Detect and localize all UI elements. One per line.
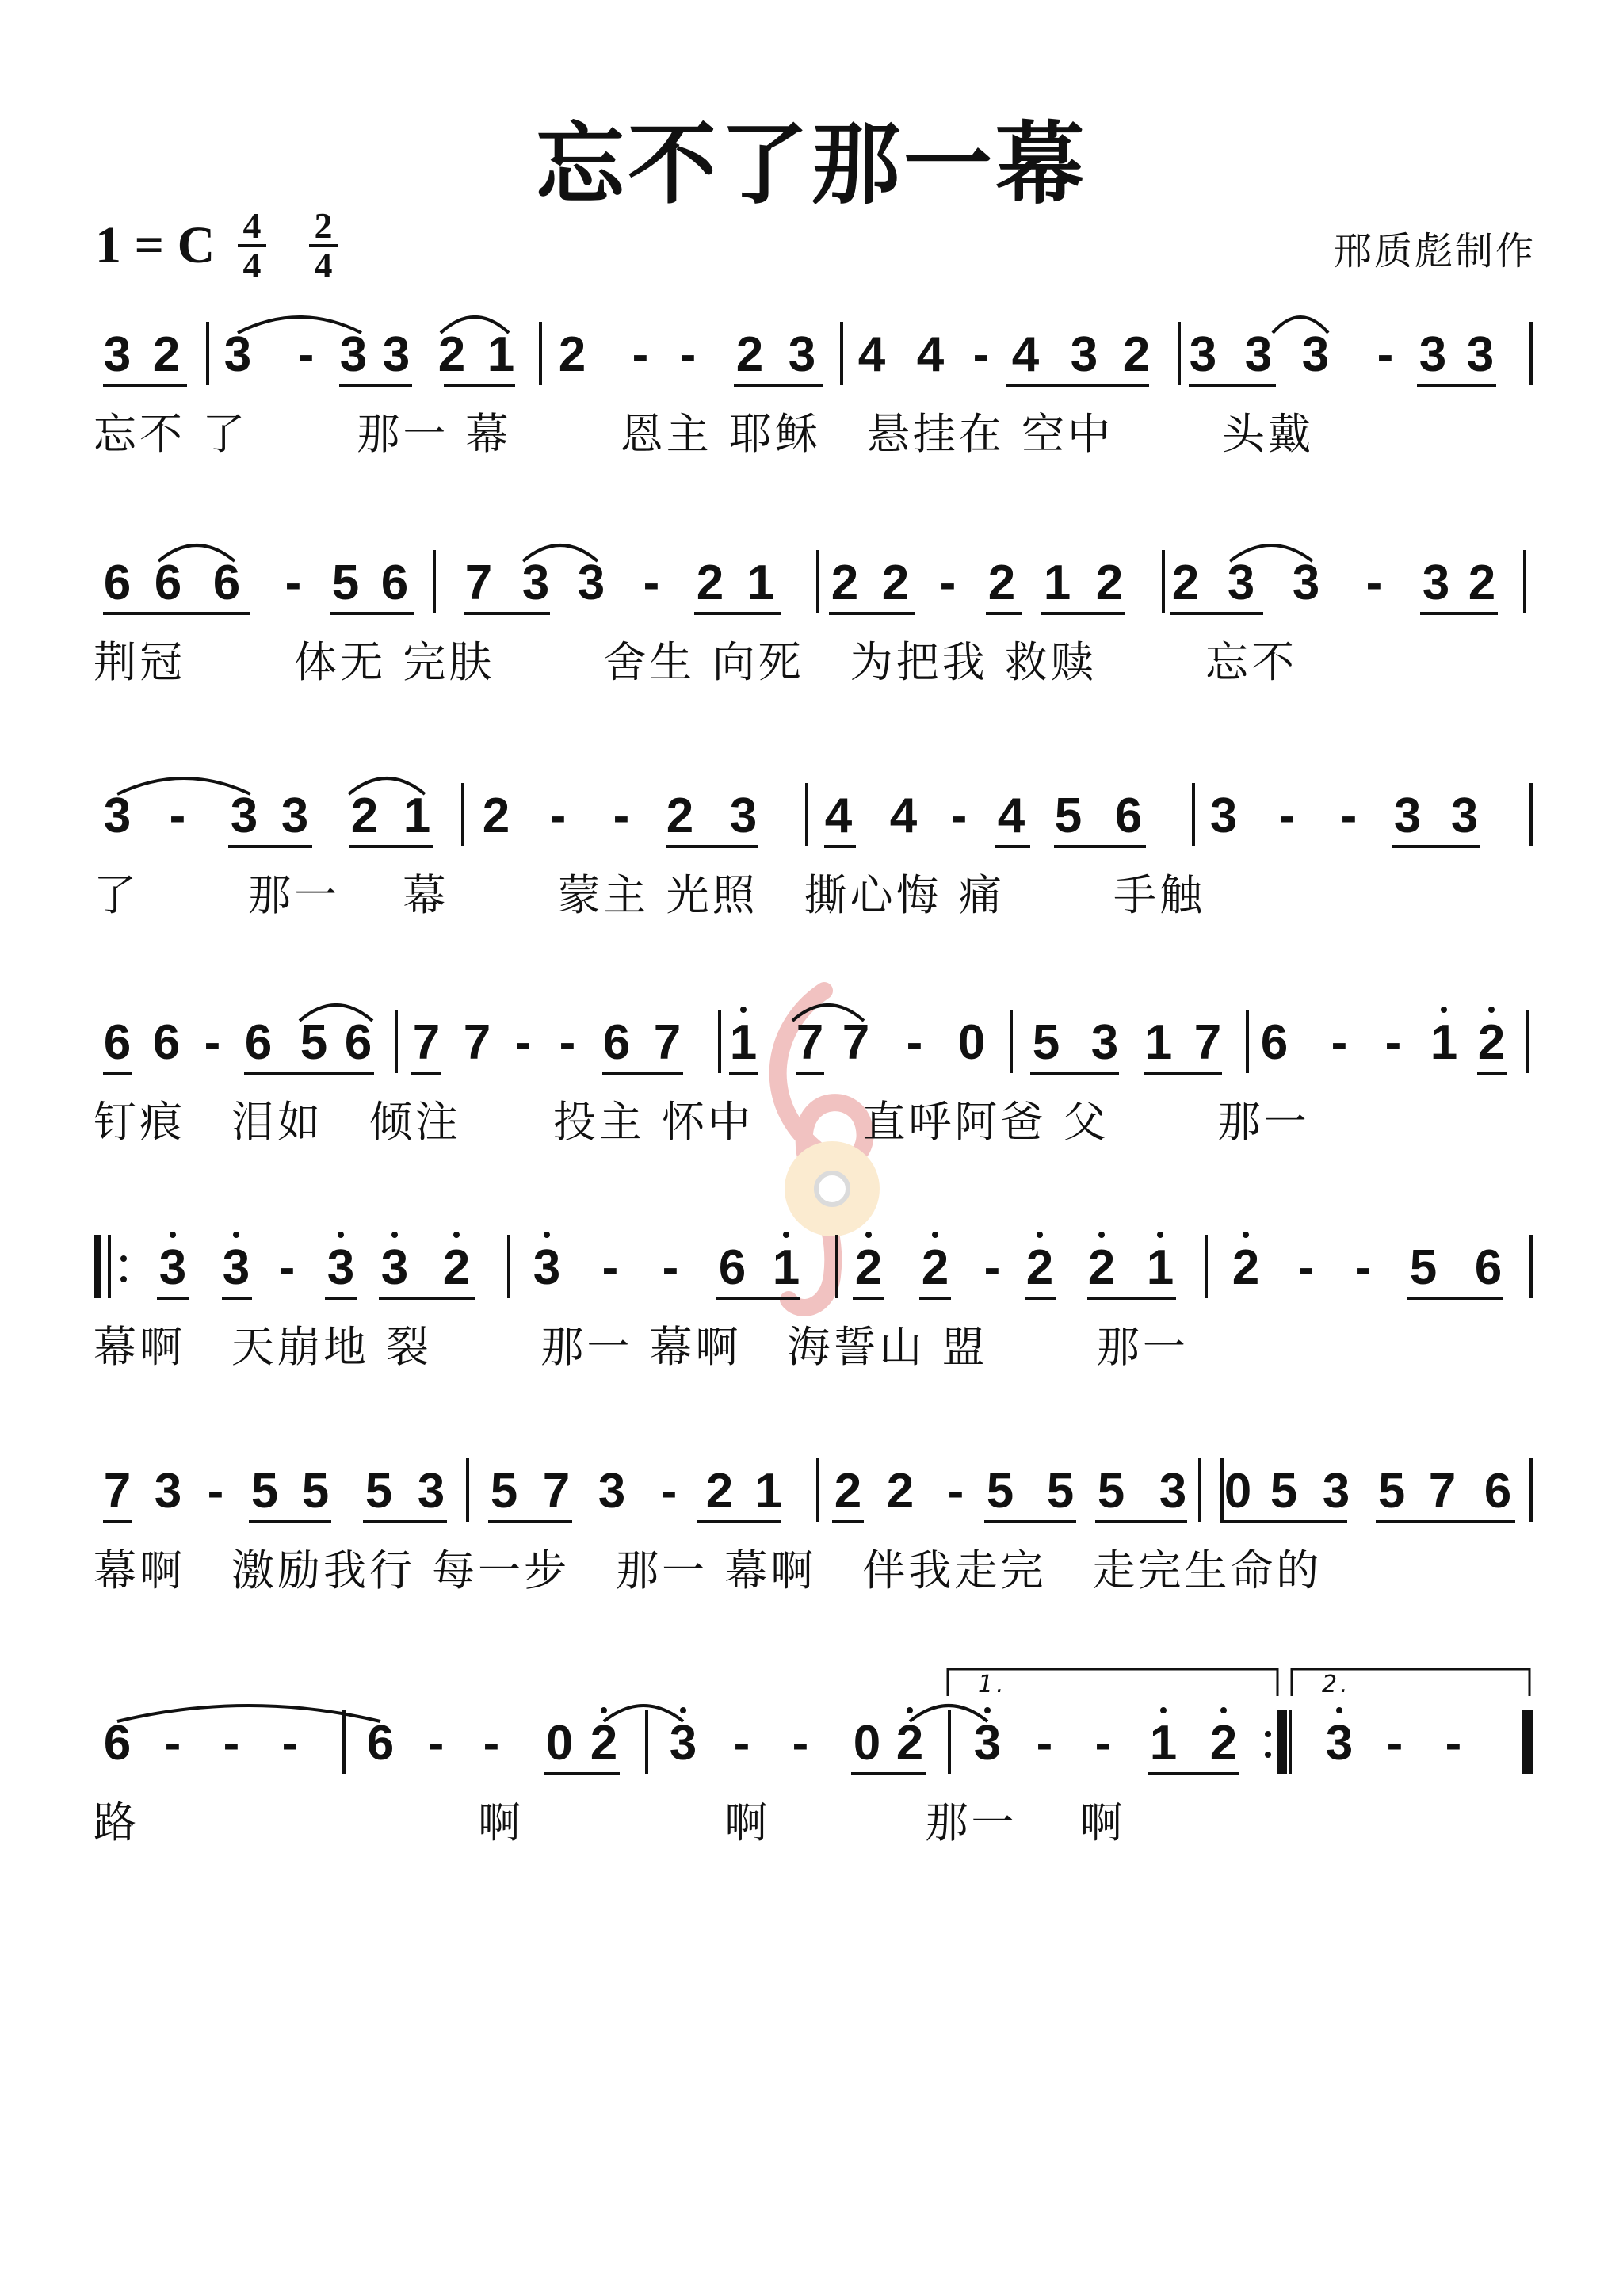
beam-underline bbox=[853, 1297, 884, 1300]
note: 3 bbox=[1422, 556, 1450, 610]
sustain-dash: - bbox=[427, 1716, 445, 1771]
beam-underline bbox=[1148, 1772, 1239, 1775]
note: 4 bbox=[889, 789, 918, 843]
note: 2 bbox=[831, 556, 859, 610]
note: 7 bbox=[412, 1015, 441, 1070]
tie-arc bbox=[238, 317, 361, 333]
arranger-credit: 邢质彪制作 bbox=[1333, 229, 1536, 273]
note: 3 bbox=[103, 327, 132, 382]
sustain-dash: - bbox=[1278, 789, 1296, 843]
beam-underline bbox=[1477, 1072, 1507, 1075]
beam-underline bbox=[1087, 1297, 1176, 1300]
beam-underline bbox=[1392, 845, 1480, 848]
sustain-dash: - bbox=[1365, 556, 1383, 610]
note: 3 bbox=[222, 1240, 250, 1295]
note: 0 bbox=[957, 1015, 986, 1070]
staff-row-7 bbox=[0, 1671, 1623, 1902]
time-signature-2-4 bbox=[306, 205, 341, 285]
staff-row-4 bbox=[0, 1011, 1623, 1201]
note: 6 bbox=[244, 1015, 273, 1070]
tie-arc bbox=[158, 545, 235, 561]
note: 6 bbox=[103, 1716, 132, 1771]
beam-underline bbox=[464, 612, 550, 615]
beam-underline bbox=[832, 1520, 864, 1523]
staff-row-5 bbox=[0, 1236, 1623, 1427]
repeat-dot bbox=[120, 1255, 127, 1262]
lyrics-line: 了 那一 幕 蒙主 光照 撕心悔 痛 手触 bbox=[94, 870, 1205, 920]
sustain-dash: - bbox=[632, 327, 649, 382]
note: 2 bbox=[442, 1240, 471, 1295]
note: 3 bbox=[598, 1464, 626, 1519]
note: 3 bbox=[1209, 789, 1238, 843]
note: 1 bbox=[754, 1464, 783, 1519]
beam-underline bbox=[103, 1072, 132, 1075]
note: 2 bbox=[854, 1240, 883, 1295]
sustain-dash: - bbox=[1340, 789, 1358, 843]
note: 3 bbox=[1070, 327, 1098, 382]
note: 0 bbox=[1224, 1464, 1252, 1519]
note: 2 bbox=[1095, 556, 1124, 610]
beam-underline bbox=[103, 384, 187, 387]
octave-up-dot bbox=[865, 1232, 872, 1238]
sustain-dash: - bbox=[559, 1015, 576, 1070]
octave-up-dot bbox=[338, 1232, 344, 1238]
note: 2 bbox=[152, 327, 181, 382]
octave-up-dot bbox=[1037, 1232, 1043, 1238]
sustain-dash: - bbox=[1377, 327, 1394, 382]
lyrics-line: 幕啊 激励我行 每一步 那一 幕啊 伴我走完 走完生命的 bbox=[94, 1545, 1323, 1595]
sustain-dash: - bbox=[792, 1716, 809, 1771]
note: 2 bbox=[896, 1716, 924, 1771]
note: 1 bbox=[1144, 1015, 1173, 1070]
note: 6 bbox=[602, 1015, 631, 1070]
sustain-dash: - bbox=[169, 789, 186, 843]
note: 6 bbox=[1260, 1015, 1289, 1070]
beam-underline bbox=[488, 1520, 572, 1523]
octave-up-dot bbox=[783, 1232, 789, 1238]
staff-row-3 bbox=[0, 785, 1623, 975]
octave-up-dot bbox=[391, 1232, 398, 1238]
note: 3 bbox=[1466, 327, 1495, 382]
note: 5 bbox=[301, 1464, 330, 1519]
beam-underline bbox=[1030, 1072, 1119, 1075]
note: 3 bbox=[788, 327, 816, 382]
note: 6 bbox=[152, 1015, 181, 1070]
note: 5 bbox=[1377, 1464, 1406, 1519]
sustain-dash: - bbox=[733, 1716, 750, 1771]
note: 0 bbox=[853, 1716, 881, 1771]
note: 1 bbox=[1430, 1015, 1458, 1070]
beam-underline bbox=[796, 1072, 824, 1075]
note: 2 bbox=[666, 789, 694, 843]
note: 4 bbox=[1011, 327, 1040, 382]
note: 5 bbox=[331, 556, 360, 610]
note: 3 bbox=[1090, 1015, 1119, 1070]
beam-underline bbox=[919, 1297, 951, 1300]
beam-underline bbox=[984, 1520, 1076, 1523]
sustain-dash: - bbox=[1094, 1716, 1112, 1771]
octave-up-dot bbox=[932, 1232, 938, 1238]
key-signature: 1 = C bbox=[95, 216, 216, 274]
sustain-dash: - bbox=[947, 1464, 964, 1519]
beam-underline bbox=[103, 1520, 132, 1523]
lyrics-line: 幕啊 天崩地 裂 那一 幕啊 海誓山 盟 那一 bbox=[94, 1322, 1189, 1372]
note: 3 bbox=[230, 789, 258, 843]
lyrics-line: 忘不 了 那一 幕 恩主 耶稣 悬挂在 空中 头戴 bbox=[94, 409, 1315, 459]
staff-row-1 bbox=[0, 323, 1623, 514]
note: 3 bbox=[281, 789, 309, 843]
note: 2 bbox=[1025, 1240, 1054, 1295]
repeat-dot bbox=[120, 1276, 127, 1282]
note: 2 bbox=[1209, 1716, 1238, 1771]
note: 7 bbox=[542, 1464, 571, 1519]
note: 7 bbox=[653, 1015, 682, 1070]
note: 5 bbox=[300, 1015, 328, 1070]
beam-underline bbox=[330, 612, 414, 615]
beam-underline bbox=[1041, 612, 1125, 615]
beam-underline bbox=[851, 1772, 926, 1775]
note: 2 bbox=[886, 1464, 915, 1519]
note: 3 bbox=[1244, 327, 1273, 382]
repeat-start-thick-bar bbox=[94, 1235, 101, 1298]
sustain-dash: - bbox=[679, 327, 697, 382]
beam-underline bbox=[379, 1297, 475, 1300]
sustain-dash: - bbox=[1445, 1716, 1462, 1771]
beam-underline bbox=[602, 1072, 683, 1075]
note: 6 bbox=[366, 1716, 395, 1771]
note: 3 bbox=[1322, 1464, 1350, 1519]
sustain-dash: - bbox=[1384, 1015, 1402, 1070]
note: 3 bbox=[1325, 1716, 1354, 1771]
note: 1 bbox=[1149, 1716, 1178, 1771]
beam-underline bbox=[157, 1297, 189, 1300]
note: 1 bbox=[747, 556, 775, 610]
note: 2 bbox=[482, 789, 510, 843]
note: 4 bbox=[824, 789, 853, 843]
beam-underline bbox=[729, 1072, 758, 1075]
note: 2 bbox=[350, 789, 379, 843]
note: 5 bbox=[365, 1464, 393, 1519]
tie-arc bbox=[300, 1005, 372, 1021]
barline bbox=[1220, 1458, 1224, 1522]
note: 1 bbox=[1043, 556, 1071, 610]
sustain-dash: - bbox=[972, 327, 990, 382]
note: 2 bbox=[590, 1716, 618, 1771]
sustain-dash: - bbox=[1386, 1716, 1403, 1771]
barline bbox=[1529, 1235, 1533, 1298]
time-signature-bottom: 4 bbox=[314, 245, 333, 285]
note: 7 bbox=[1428, 1464, 1457, 1519]
sustain-dash: - bbox=[285, 556, 302, 610]
sustain-dash: - bbox=[549, 789, 567, 843]
note: 2 bbox=[1477, 1015, 1506, 1070]
tie-arc bbox=[117, 778, 250, 794]
note: 6 bbox=[1484, 1464, 1512, 1519]
repeat-dot bbox=[1265, 1752, 1271, 1758]
note: 3 bbox=[154, 1464, 182, 1519]
note: 3 bbox=[1189, 327, 1217, 382]
note: 6 bbox=[212, 556, 241, 610]
note: 2 bbox=[1087, 1240, 1116, 1295]
note: 7 bbox=[1193, 1015, 1222, 1070]
note: 1 bbox=[772, 1240, 800, 1295]
note: 5 bbox=[1270, 1464, 1298, 1519]
barline bbox=[466, 1458, 469, 1522]
beam-underline bbox=[824, 845, 856, 848]
barline bbox=[816, 1458, 819, 1522]
lyrics-line: 钉痕 泪如 倾注 投主 怀中 直呼阿爸 父 那一 bbox=[94, 1097, 1310, 1147]
octave-up-dot bbox=[1157, 1232, 1163, 1238]
beam-underline bbox=[734, 384, 823, 387]
note: 5 bbox=[1032, 1015, 1060, 1070]
note: 2 bbox=[705, 1464, 734, 1519]
beam-underline bbox=[249, 1520, 331, 1523]
note: 2 bbox=[1122, 327, 1151, 382]
sustain-dash: - bbox=[164, 1716, 181, 1771]
barline bbox=[507, 1235, 510, 1298]
note: 5 bbox=[1054, 789, 1083, 843]
note: 6 bbox=[1474, 1240, 1503, 1295]
note: 4 bbox=[857, 327, 886, 382]
barline bbox=[1205, 1235, 1208, 1298]
note: 3 bbox=[382, 327, 411, 382]
note: 3 bbox=[669, 1716, 697, 1771]
note: 5 bbox=[986, 1464, 1014, 1519]
note: 3 bbox=[103, 789, 132, 843]
lyrics-line: 荆冠 体无 完肤 舍生 向死 为把我 救赎 忘不 bbox=[94, 637, 1297, 687]
note: 3 bbox=[577, 556, 605, 610]
time-signature-4-4 bbox=[235, 205, 269, 285]
beam-underline bbox=[1220, 1520, 1347, 1523]
note: 3 bbox=[973, 1716, 1002, 1771]
staff-row-6 bbox=[0, 1460, 1623, 1650]
octave-up-dot bbox=[1243, 1232, 1249, 1238]
beam-underline bbox=[1407, 1297, 1503, 1300]
note: 6 bbox=[380, 556, 409, 610]
beam-underline bbox=[444, 384, 515, 387]
beam-underline bbox=[103, 612, 250, 615]
note: 6 bbox=[103, 556, 132, 610]
sustain-dash: - bbox=[906, 1015, 923, 1070]
beam-underline bbox=[986, 612, 1022, 615]
note: 3 bbox=[1159, 1464, 1187, 1519]
beam-underline bbox=[1170, 612, 1263, 615]
sustain-dash: - bbox=[1036, 1716, 1053, 1771]
octave-up-dot bbox=[544, 1232, 550, 1238]
note: 2 bbox=[437, 327, 466, 382]
note: 3 bbox=[1227, 556, 1255, 610]
volta-label-1: 1. bbox=[978, 1671, 1007, 1698]
barline bbox=[835, 1235, 838, 1298]
sustain-dash: - bbox=[483, 1716, 500, 1771]
beam-underline bbox=[829, 612, 915, 615]
note: 1 bbox=[403, 789, 431, 843]
volta-brackets bbox=[0, 1664, 1623, 1712]
note: 1 bbox=[729, 1015, 758, 1070]
note: 6 bbox=[103, 1015, 132, 1070]
note: 1 bbox=[487, 327, 515, 382]
tie-arcs bbox=[0, 306, 1623, 338]
octave-up-dot bbox=[233, 1232, 239, 1238]
beam-underline bbox=[1006, 384, 1149, 387]
beam-underline bbox=[1095, 1520, 1187, 1523]
octave-up-dot bbox=[170, 1232, 176, 1238]
note: 4 bbox=[997, 789, 1025, 843]
beam-underline bbox=[544, 1772, 620, 1775]
note: 2 bbox=[834, 1464, 862, 1519]
time-signature-bottom: 4 bbox=[242, 245, 262, 285]
note: 4 bbox=[916, 327, 945, 382]
note: 2 bbox=[1468, 556, 1496, 610]
sustain-dash: - bbox=[601, 1240, 619, 1295]
note: 5 bbox=[1097, 1464, 1125, 1519]
tie-arcs bbox=[0, 767, 1623, 799]
note: 7 bbox=[103, 1464, 132, 1519]
sustain-dash: - bbox=[514, 1015, 532, 1070]
note: 3 bbox=[729, 789, 758, 843]
note: 7 bbox=[842, 1015, 870, 1070]
beam-underline bbox=[325, 1297, 357, 1300]
note: 3 bbox=[380, 1240, 409, 1295]
note: 2 bbox=[558, 327, 586, 382]
beam-underline bbox=[995, 845, 1030, 848]
sustain-dash: - bbox=[1354, 1240, 1372, 1295]
repeat-dot bbox=[1265, 1731, 1271, 1737]
barline bbox=[1198, 1458, 1201, 1522]
beam-underline bbox=[222, 1297, 252, 1300]
tie-arc bbox=[1230, 545, 1312, 561]
octave-up-dot bbox=[453, 1232, 460, 1238]
repeat-start-thin-bar bbox=[108, 1235, 111, 1298]
barline bbox=[1529, 1458, 1533, 1522]
note: 3 bbox=[521, 556, 550, 610]
sustain-dash: - bbox=[662, 1240, 679, 1295]
lyrics-line: 路 啊 啊 那一 啊 bbox=[94, 1797, 1126, 1847]
note: 5 bbox=[1409, 1240, 1438, 1295]
note: 5 bbox=[250, 1464, 279, 1519]
beam-underline bbox=[1189, 384, 1276, 387]
final-thick-barline bbox=[1522, 1710, 1531, 1774]
sustain-dash: - bbox=[950, 789, 968, 843]
note: 3 bbox=[1292, 556, 1320, 610]
note: 5 bbox=[490, 1464, 518, 1519]
note: 3 bbox=[327, 1240, 355, 1295]
note: 3 bbox=[158, 1240, 187, 1295]
beam-underline bbox=[363, 1520, 447, 1523]
tie-arc bbox=[792, 1005, 864, 1021]
note: 3 bbox=[223, 327, 252, 382]
time-signature-top: 2 bbox=[314, 205, 333, 246]
tie-arc bbox=[1273, 317, 1328, 333]
beam-underline bbox=[228, 845, 312, 848]
tie-arc bbox=[441, 317, 509, 333]
sustain-dash: - bbox=[281, 1716, 299, 1771]
sustain-dash: - bbox=[223, 1716, 240, 1771]
note: 3 bbox=[533, 1240, 561, 1295]
sustain-dash: - bbox=[939, 556, 957, 610]
beam-underline bbox=[716, 1297, 800, 1300]
note: 3 bbox=[417, 1464, 445, 1519]
note: 6 bbox=[1114, 789, 1143, 843]
note: 7 bbox=[464, 556, 493, 610]
note: 6 bbox=[718, 1240, 747, 1295]
sustain-dash: - bbox=[660, 1464, 678, 1519]
sustain-dash: - bbox=[1297, 1240, 1315, 1295]
tie-arcs bbox=[0, 994, 1623, 1026]
beam-underline bbox=[1054, 845, 1146, 848]
sustain-dash: - bbox=[204, 1015, 221, 1070]
note: 2 bbox=[921, 1240, 949, 1295]
note: 2 bbox=[696, 556, 724, 610]
beam-underline bbox=[697, 1520, 781, 1523]
note: 2 bbox=[1232, 1240, 1260, 1295]
beam-underline bbox=[1417, 384, 1496, 387]
beam-underline bbox=[666, 845, 758, 848]
sustain-dash: - bbox=[207, 1464, 224, 1519]
note: 3 bbox=[1419, 327, 1447, 382]
note: 7 bbox=[463, 1015, 491, 1070]
sustain-dash: - bbox=[1331, 1015, 1348, 1070]
note: 6 bbox=[154, 556, 182, 610]
note: 2 bbox=[881, 556, 910, 610]
beam-underline bbox=[349, 845, 433, 848]
note: 5 bbox=[1046, 1464, 1075, 1519]
beam-underline bbox=[339, 384, 412, 387]
note: 3 bbox=[1301, 327, 1330, 382]
note: 2 bbox=[987, 556, 1016, 610]
octave-up-dot bbox=[1098, 1232, 1105, 1238]
note: 6 bbox=[344, 1015, 372, 1070]
volta-label-2: 2. bbox=[1322, 1671, 1351, 1698]
sustain-dash: - bbox=[643, 556, 660, 610]
sustain-dash: - bbox=[278, 1240, 296, 1295]
note: 1 bbox=[1146, 1240, 1174, 1295]
tie-arcs bbox=[0, 534, 1623, 566]
note: 3 bbox=[1450, 789, 1479, 843]
tie-arc bbox=[523, 545, 598, 561]
sustain-dash: - bbox=[613, 789, 630, 843]
beam-underline bbox=[1025, 1297, 1056, 1300]
beam-underline bbox=[411, 1072, 441, 1075]
tie-arc bbox=[349, 778, 425, 794]
staff-row-2 bbox=[0, 552, 1623, 742]
beam-underline bbox=[694, 612, 781, 615]
beam-underline bbox=[1420, 612, 1498, 615]
note: 7 bbox=[796, 1015, 824, 1070]
time-signature-top: 4 bbox=[242, 205, 262, 246]
note: 2 bbox=[1171, 556, 1200, 610]
note: 0 bbox=[545, 1716, 574, 1771]
sustain-dash: - bbox=[297, 327, 315, 382]
note: 3 bbox=[339, 327, 368, 382]
sustain-dash: - bbox=[983, 1240, 1001, 1295]
repeat-end-thick-bar bbox=[1277, 1710, 1287, 1774]
beam-underline bbox=[1144, 1072, 1222, 1075]
note: 3 bbox=[1393, 789, 1422, 843]
note: 2 bbox=[735, 327, 764, 382]
beam-underline bbox=[1376, 1520, 1515, 1523]
beam-underline bbox=[244, 1072, 374, 1075]
song-title: 忘不了那一幕 bbox=[536, 113, 1087, 216]
